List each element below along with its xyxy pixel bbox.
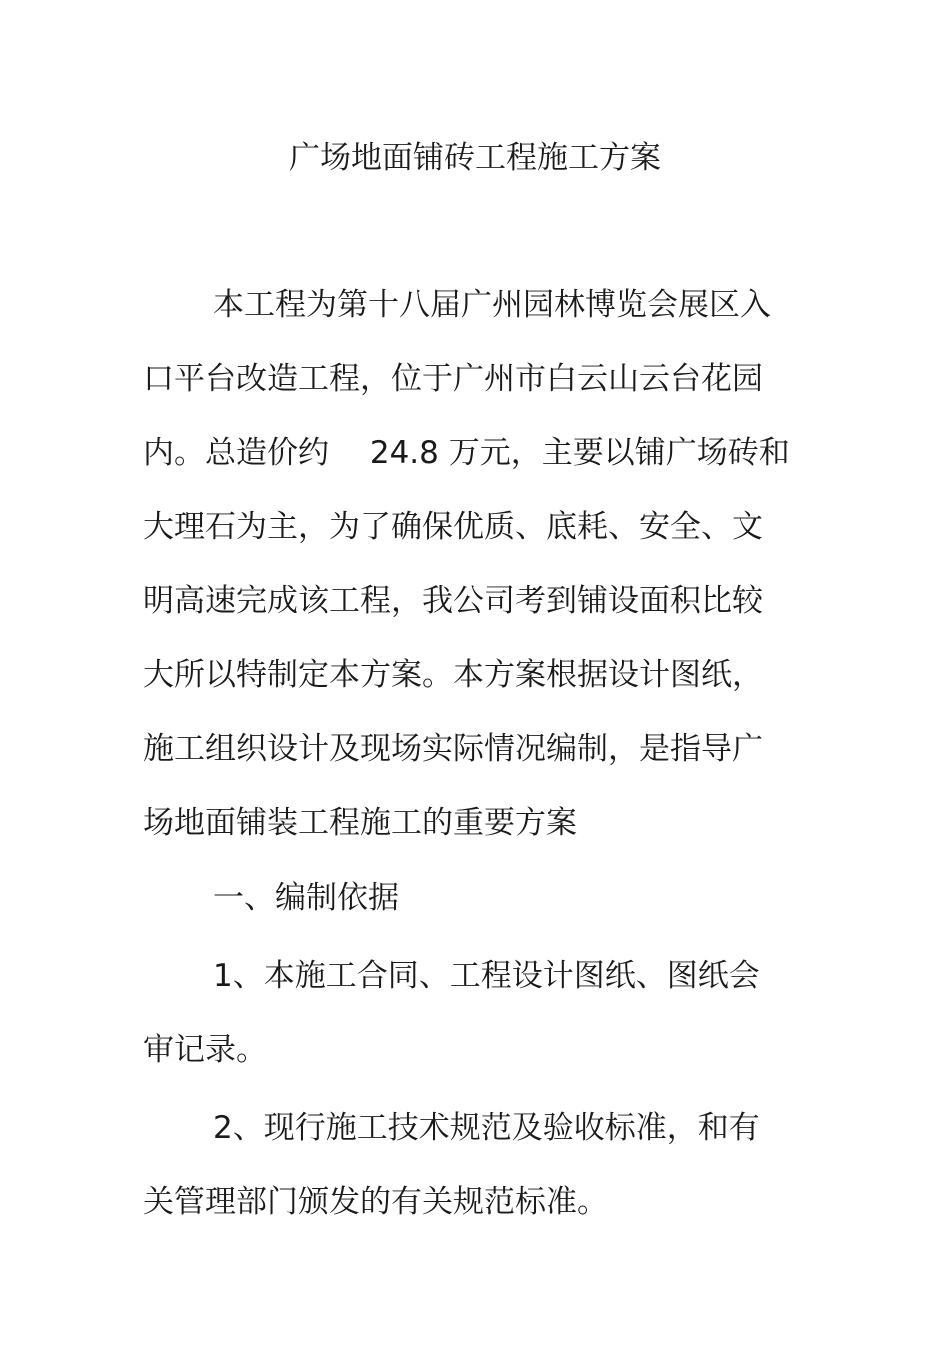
item-2-line-2: 关管理部门颁发的有关规范标准。 [143, 1184, 608, 1220]
paragraph-intro-line-8: 场地面铺装工程施工的重要方案 [143, 805, 577, 841]
paragraph-intro-line-3: 内。总造价约 24.8 万元，主要以铺广场砖和 [143, 435, 790, 471]
paragraph-intro-line-4: 大理石为主，为了确保优质、底耗、安全、文 [143, 509, 763, 545]
paragraph-intro-line-6: 大所以特制定本方案。本方案根据设计图纸， [143, 657, 763, 693]
item-1-line-1: 1、本施工合同、工程设计图纸、图纸会 [213, 958, 760, 994]
paragraph-intro-line-5: 明高速完成该工程，我公司考到铺设面积比较 [143, 583, 763, 619]
document-title: 广场地面铺砖工程施工方案 [289, 140, 661, 176]
section-heading-basis: 一、编制依据 [213, 880, 399, 916]
paragraph-intro-line-2: 口平台改造工程，位于广州市白云山云台花园 [143, 361, 763, 397]
item-2-line-1: 2、现行施工技术规范及验收标准，和有 [213, 1110, 760, 1146]
paragraph-intro-line-7: 施工组织设计及现场实际情况编制，是指导广 [143, 731, 763, 767]
paragraph-intro-line-1: 本工程为第十八届广州园林博览会展区入 [213, 287, 771, 323]
item-1-line-2: 审记录。 [143, 1032, 267, 1068]
